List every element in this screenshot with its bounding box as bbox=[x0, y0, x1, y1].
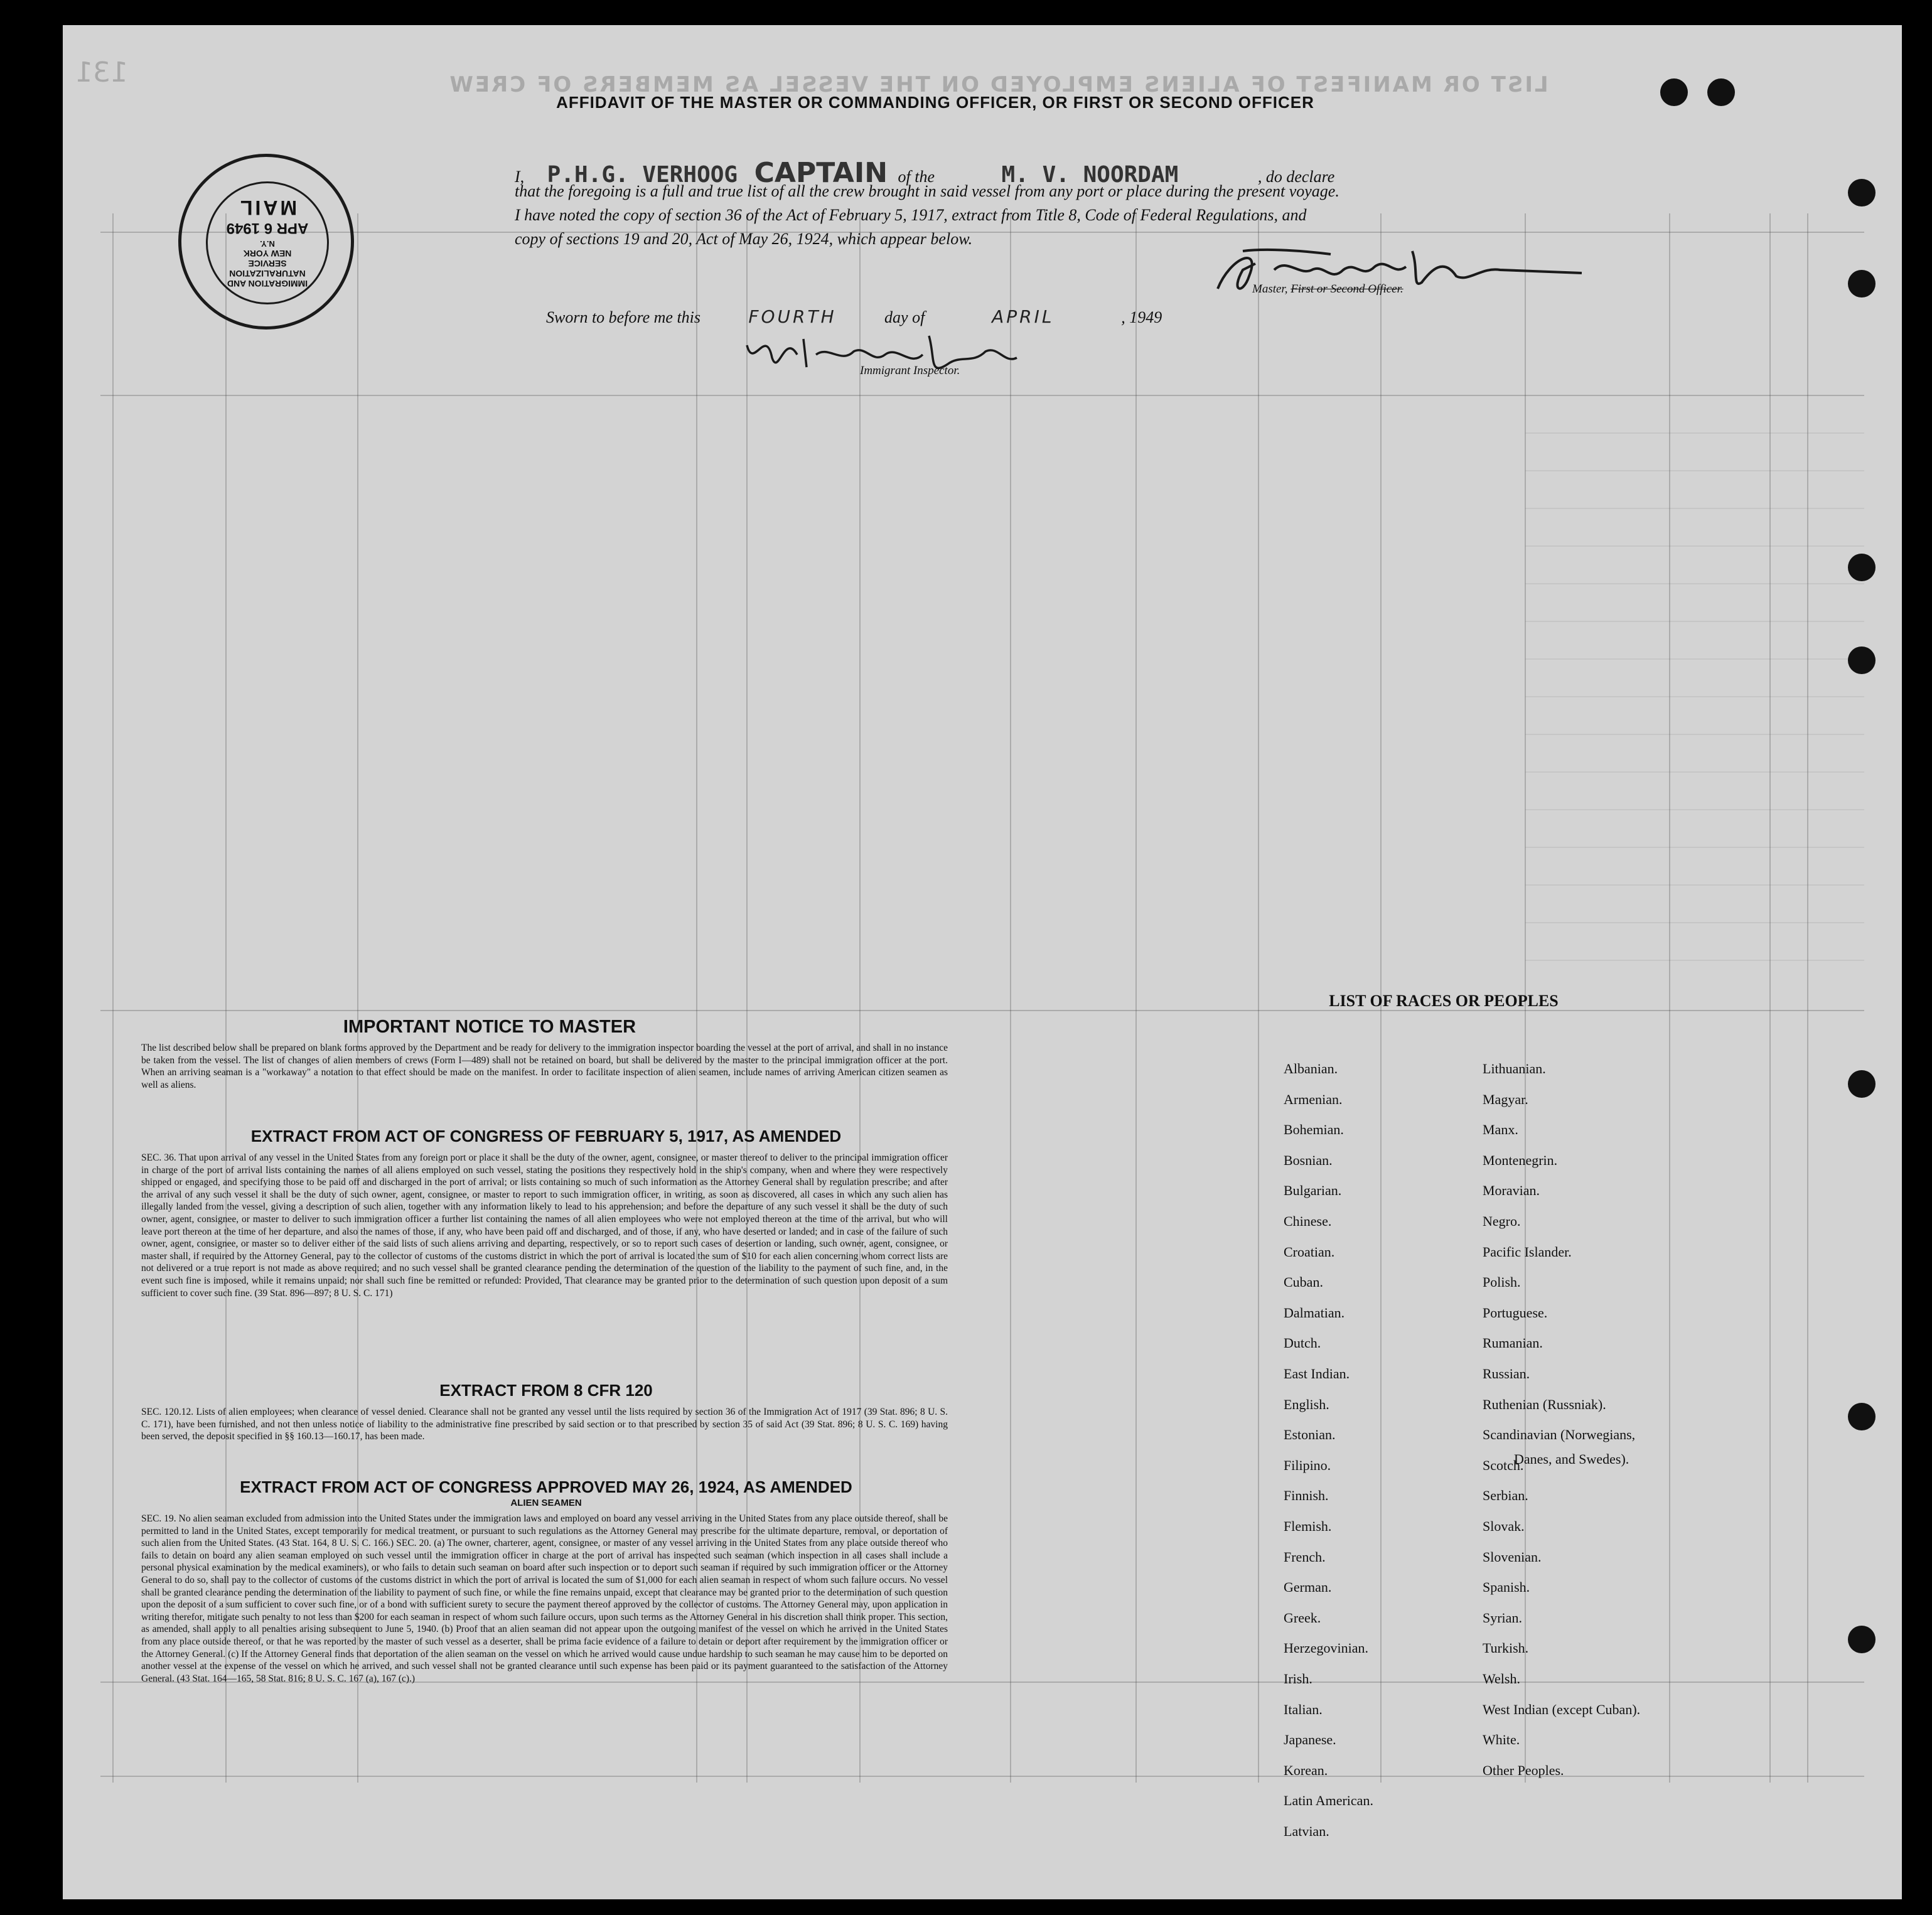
race-item: Irish. bbox=[1284, 1671, 1312, 1687]
race-item: Ruthenian (Russniak). bbox=[1483, 1396, 1606, 1412]
stamp-line-1: IMMIGRATION AND bbox=[227, 279, 308, 289]
race-item: Polish. bbox=[1483, 1274, 1521, 1290]
race-item: Estonian. bbox=[1284, 1427, 1336, 1443]
vessel-name: M. V. NOORDAM bbox=[1001, 162, 1179, 188]
declaration-line-3: I have noted the copy of section 36 of the Act of February 5, 1917, extract from Title 8, Code of Federal Regulations, and bbox=[515, 206, 1307, 224]
declaration-prefix: I, bbox=[515, 168, 525, 186]
extract-cfr-body: SEC. 120.12. Lists of alien employees; when clearance of vessel denied. Clearance shall not be granted any vessel until the lists required by section 36 of the Immigration Act of 1917 (39 Stat. 896; 8 U. S. C. 171), have been furnished, and not then unless notice of liability to the administrative fine prescribed by said section or to that prescribed by section 35 of said Act (39 Stat. 896; 8 U. S. C. 169) having been served, the deposit specified in §§ 160.13—160.17, has been made. bbox=[141, 1407, 948, 1442]
race-item: Latvian. bbox=[1284, 1823, 1329, 1839]
stamp-word: MAIL bbox=[237, 196, 298, 219]
punch-hole bbox=[1848, 270, 1876, 298]
immigration-mail-stamp bbox=[178, 154, 354, 330]
officer-name: P.H.G. VERHOOG bbox=[547, 162, 738, 188]
race-item: Negro. bbox=[1483, 1213, 1521, 1229]
sworn-month: APRIL bbox=[992, 306, 1055, 327]
races-title: LIST OF RACES OR PEOPLES bbox=[1329, 992, 1559, 1010]
race-item: English. bbox=[1284, 1396, 1329, 1412]
sworn-day-of: day of bbox=[884, 308, 925, 326]
ghost-manifest-title: LIST OR MANIFEST OF ALIENS EMPLOYED ON THE VESSEL AS MEMBERS OF CREW bbox=[448, 72, 1548, 97]
race-item: Italian. bbox=[1284, 1701, 1323, 1717]
declaration-of-the: of the bbox=[898, 168, 935, 186]
punch-hole bbox=[1848, 179, 1876, 207]
race-item: Dutch. bbox=[1284, 1335, 1321, 1351]
punch-hole bbox=[1707, 78, 1735, 106]
race-item: Moravian. bbox=[1483, 1183, 1540, 1199]
stamp-date: APR 6 1949 bbox=[226, 220, 309, 237]
punch-hole bbox=[1848, 646, 1876, 674]
race-item: Scandinavian (Norwegians, bbox=[1483, 1427, 1636, 1443]
race-item: Welsh. bbox=[1483, 1671, 1520, 1687]
race-item: Danes, and Swedes). bbox=[1514, 1451, 1629, 1467]
race-item: Turkish. bbox=[1483, 1640, 1529, 1656]
sworn-prefix: Sworn to before me this bbox=[546, 308, 701, 326]
race-item: Korean. bbox=[1284, 1762, 1328, 1778]
race-item: Japanese. bbox=[1284, 1732, 1336, 1748]
inspector-label: Immigrant Inspector. bbox=[860, 364, 960, 377]
extract-1924-title: EXTRACT FROM ACT OF CONGRESS APPROVED MAY 26, 1924, AS AMENDED bbox=[240, 1478, 852, 1496]
race-item: Slovenian. bbox=[1483, 1548, 1542, 1565]
declaration-suffix: , do declare bbox=[1257, 168, 1335, 186]
race-item: Latin American. bbox=[1284, 1793, 1373, 1809]
race-item: Flemish. bbox=[1284, 1518, 1332, 1534]
race-item: Finnish. bbox=[1284, 1488, 1329, 1504]
declaration-line-2: that the foregoing is a full and true list of all the crew brought in said vessel from any port or place during the present voyage. bbox=[515, 182, 1339, 200]
race-item: Albanian. bbox=[1284, 1061, 1338, 1076]
race-item: Rumanian. bbox=[1483, 1335, 1543, 1351]
race-item: Bosnian. bbox=[1284, 1152, 1333, 1168]
stamp-line-4: NEW YORK bbox=[243, 249, 292, 259]
race-item: Greek. bbox=[1284, 1609, 1321, 1626]
extract-1917-title: EXTRACT FROM ACT OF CONGRESS OF FEBRUARY 5, 1917, AS AMENDED bbox=[250, 1127, 842, 1145]
ghost-sheet-number: 131 bbox=[75, 56, 128, 89]
race-item: Serbian. bbox=[1483, 1488, 1528, 1504]
stamp-line-2: NATURALIZATION bbox=[229, 269, 306, 279]
race-item: Croatian. bbox=[1284, 1243, 1335, 1260]
race-item: Slovak. bbox=[1483, 1518, 1525, 1534]
race-item: East Indian. bbox=[1284, 1366, 1350, 1381]
declaration-line-4: copy of sections 19 and 20, Act of May 26, 1924, which appear below. bbox=[515, 230, 973, 248]
race-item: French. bbox=[1284, 1548, 1326, 1565]
race-item: Bulgarian. bbox=[1284, 1183, 1342, 1199]
extract-cfr-title: EXTRACT FROM 8 CFR 120 bbox=[439, 1381, 653, 1400]
race-item: Other Peoples. bbox=[1483, 1762, 1564, 1778]
master-label bbox=[1252, 282, 1403, 296]
race-item: Portuguese. bbox=[1483, 1304, 1548, 1321]
punch-hole bbox=[1848, 554, 1876, 581]
officer-title: CAPTAIN bbox=[754, 157, 888, 189]
race-item: Russian. bbox=[1483, 1366, 1530, 1381]
race-item: Magyar. bbox=[1483, 1091, 1528, 1107]
stamp-line-3: SERVICE bbox=[248, 259, 287, 269]
race-item: White. bbox=[1483, 1732, 1520, 1748]
notice-body: The list described below shall be prepared on blank forms approved by the Department and be ready for delivery to the immigration inspector boarding the vessel at the port of arrival, and shall in no instance be taken from the vessel. The list of changes of alien members of crews (Form I—489) shall not be retained on board, but shall be delivered by the master to the principal immigration officer at the port. When an arriving seaman is a "workaway" a notation to that effect should be made on the manifest. In order to facilitate inspection of alien seamen, include names of arriving American citizen seamen as well as aliens. bbox=[141, 1043, 948, 1090]
race-item: Manx. bbox=[1483, 1122, 1518, 1138]
race-item: Montenegrin. bbox=[1483, 1152, 1558, 1168]
race-item: Cuban. bbox=[1284, 1274, 1323, 1290]
stamp-line-5: N.Y. bbox=[260, 239, 275, 249]
race-item: Filipino. bbox=[1284, 1457, 1331, 1473]
race-item: Herzegovinian. bbox=[1284, 1640, 1368, 1656]
race-item: German. bbox=[1284, 1579, 1332, 1596]
race-item: Chinese. bbox=[1284, 1213, 1332, 1229]
master-title-label: Master, bbox=[1252, 282, 1291, 296]
extract-1924-subtitle: ALIEN SEAMEN bbox=[510, 1498, 582, 1508]
race-item: Bohemian. bbox=[1284, 1122, 1344, 1138]
punch-hole bbox=[1848, 1403, 1876, 1430]
notice-title: IMPORTANT NOTICE TO MASTER bbox=[343, 1017, 636, 1037]
punch-hole bbox=[1848, 1626, 1876, 1653]
race-item: Scotch. bbox=[1483, 1457, 1524, 1473]
race-item: Armenian. bbox=[1284, 1091, 1343, 1107]
race-item: West Indian (except Cuban). bbox=[1483, 1701, 1641, 1717]
master-signature bbox=[1205, 232, 1607, 314]
race-item: Spanish. bbox=[1483, 1579, 1530, 1596]
punch-hole bbox=[1848, 1070, 1876, 1098]
punch-hole bbox=[1660, 78, 1688, 106]
inspector-signature bbox=[741, 320, 1067, 395]
affidavit-title: AFFIDAVIT OF THE MASTER OR COMMANDING OFFICER, OR FIRST OR SECOND OFFICER bbox=[556, 93, 1314, 112]
struck-officer-label: First or Second Officer. bbox=[1291, 282, 1403, 296]
extract-1917-body: SEC. 36. That upon arrival of any vessel in the United States from any foreign port or place it shall be the duty of the owner, agent, consignee, or master thereof to deliver to the principal immigration officer in charge of the port of arrival lists containing the names of all aliens employed on such vessel, stating the positions they respectively hold in the ship's company, when and where they were respectively shipped or engaged, and specifying those to be paid off and discharged in the port of arrival; or lists containing so much of such information as the Attorney General shall by regulation prescribe; and after the arrival of any such vessel it shall be the duty of such owner, agent, consignee, or master to report to such immigration officer, in writing, as soon as discovered, all cases in which any such alien has illegally landed from the vessel, giving a description of such alien, together with any information likely to lead to his apprehension; and before the departure of any such vessel it shall be the duty of such owner, agent, consignee, or master to deliver to such immigration officer a further list containing the names of all alien employees who were not employed thereon at the time of the arrival, but who will leave port thereon at the time of her departure, and also the names of those, if any, who have been paid off and discharged, and of those, if any, who have deserted or landed; and in case of the failure of such owner, agent, consignee, or master so to deliver either of the said lists of such aliens arriving and departing, respectively, or so to report such cases of desertion or landing, such owner, agent, consignee, or master shall, if required by the Attorney General, pay to the collector of customs of the customs district in which the port of arrival is located the sum of $10 for each alien concerning whom correct lists are not delivered or a true report is not made as above required; and no such vessel shall be granted clearance pending the determination of the question of the liability to the payment of such fine, and, in the event such fine is imposed, while it remains unpaid; nor shall such fine be remitted or refunded: Provided, That clearance may be granted prior to the determination of such question upon deposit of a sum sufficient to cover such fine. (39 Stat. 896—897; 8 U. S. C. 171) bbox=[141, 1152, 948, 1299]
sworn-year: , 1949 bbox=[1121, 308, 1162, 326]
extract-1924-body: SEC. 19. No alien seaman excluded from admission into the United States under the immigration laws and employed on board any vessel arriving in the United States from any place outside thereof, shall be permitted to land in the United States, except temporarily for medical treatment, or pursuant to such regulations as the Attorney General may prescribe for the ultimate departure, removal, or deportation of such alien from the United States. (43 Stat. 164, 8 U. S. C. 166.) SEC. 20. (a) The owner, charterer, agent, consignee, or master of any vessel arriving in the United States from any place outside thereof who fails to detain on board any alien seaman employed on such vessel until the immigration officer in charge at the port of arrival has inspected such seaman (which inspection in all cases shall include a personal physical examination by the medical examiners), or who fails to detain such seaman on board after such inspection or to deport such seaman if required by such immigration officer or the Attorney General to do so, shall pay to the collector of customs of the customs district in which the port of arrival is located the sum of $1,000 for each alien seaman in respect of whom such failure occurs. No vessel shall be granted clearance pending the determination of the liability to payment of such fine, or while the fine remains unpaid, except that clearance may be granted prior to the determination of such question upon the deposit of a sum sufficient to cover such fine, or of a bond with sufficient surety to secure the payment thereof approved by the collector of customs. The Attorney General may, upon application in writing therefor, mitigate such penalty to not less than $200 for each seaman in respect of whom such failure occurs, upon such terms as the Attorney General in his discretion shall think proper. This section, as amended, shall apply to all penalties arising subsequent to June 5, 1940. (b) Proof that an alien seaman did not appear upon the outgoing manifest of the vessel on which he arrived in the United States from any place outside thereof, or that he was reported by the master of such vessel as a deserter, shall be prima facie evidence of a failure to detain or deport after requirement by the immigration officer or the Attorney General. (c) If the Attorney General finds that deportation of the alien seaman on the vessel on which he arrived would cause undue hardship to such seaman he may cause him to be deported on another vessel at the expense of the vessel on which he arrived, and such vessel shall not be granted clearance until such expense has been paid or its payment guaranteed to the satisfaction of the Attorney General. (43 Stat. 164—165, 58 Stat. 816; 8 U. S. C. 167 (a), 167 (c).) bbox=[141, 1513, 948, 1684]
manifest-sheet bbox=[63, 25, 1902, 1899]
race-item: Syrian. bbox=[1483, 1609, 1522, 1626]
race-item: Lithuanian. bbox=[1483, 1061, 1546, 1076]
race-item: Pacific Islander. bbox=[1483, 1243, 1572, 1260]
race-item: Dalmatian. bbox=[1284, 1304, 1345, 1321]
sworn-day: FOURTH bbox=[748, 306, 837, 327]
